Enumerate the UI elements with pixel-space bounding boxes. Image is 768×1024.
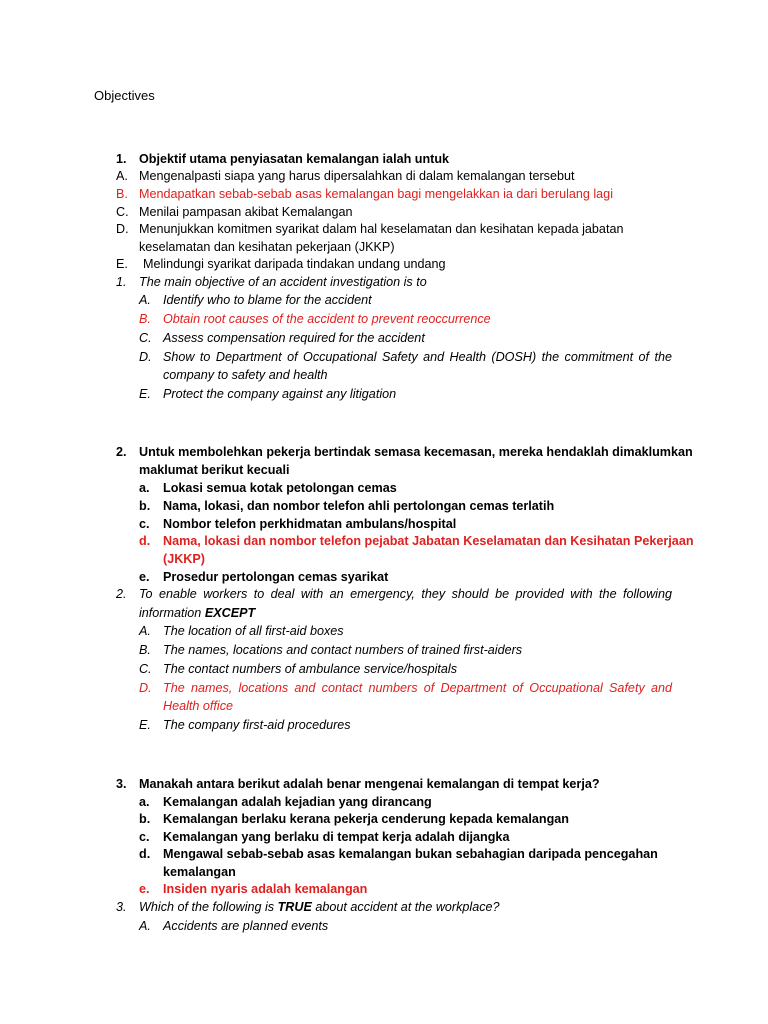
question-number: 3. (116, 900, 127, 914)
option-marker: D. (116, 222, 129, 236)
option-marker: A. (116, 169, 128, 183)
option-text: Nombor telefon perkhidmatan ambulans/hospital (163, 517, 457, 531)
option-marker: E. (139, 718, 151, 732)
option-marker: b. (139, 812, 151, 826)
option-marker: A. (139, 624, 151, 638)
option-text: kemalangan (163, 865, 236, 879)
question-text: Objektif utama penyiasatan kemalangan ialah untuk (139, 152, 450, 166)
option-text: Protect the company against any litigation (163, 387, 397, 401)
option-text: Show to Department of Occupational Safety and Health (DOSH) the commitment of the (163, 350, 672, 364)
option-marker: C. (116, 205, 129, 219)
option-marker: d. (139, 847, 151, 861)
option-marker: B. (139, 312, 151, 326)
option-text: Insiden nyaris adalah kemalangan (163, 882, 368, 896)
option-text: Assess compensation required for the accident (163, 331, 425, 345)
option-marker: C. (139, 662, 152, 676)
option-text: Kemalangan berlaku kerana pekerja cenderung kepada kemalangan (163, 812, 569, 826)
emphasis-except: EXCEPT (204, 606, 256, 620)
option-marker: D. (139, 350, 152, 364)
option-text: company to safety and health (163, 368, 328, 382)
option-marker: a. (139, 795, 150, 809)
question-text-part: about accident at the workplace? (311, 900, 500, 914)
option-marker: E. (139, 387, 151, 401)
question-text (139, 898, 500, 916)
option-marker: b. (139, 499, 151, 513)
question-text: To enable workers to deal with an emergency, they should be provided with the following (139, 587, 672, 601)
option-marker: B. (116, 187, 128, 201)
option-text: Mengenalpasti siapa yang harus dipersalahkan di dalam kemalangan tersebut (139, 169, 575, 183)
option-text: Melindungi syarikat daripada tindakan undang undang (143, 257, 446, 271)
question-text: maklumat berikut kecuali (139, 463, 290, 477)
question-text-part: information (139, 606, 205, 620)
option-marker: a. (139, 481, 150, 495)
option-text: Identify who to blame for the accident (163, 293, 372, 307)
option-marker: c. (139, 830, 150, 844)
option-text: Menunjukkan komitmen syarikat dalam hal keselamatan dan kesihatan kepada jabatan (139, 222, 624, 236)
option-text: Nama, lokasi, dan nombor telefon ahli pertolongan cemas terlatih (163, 499, 555, 513)
option-marker: A. (139, 293, 151, 307)
question-text (139, 604, 255, 622)
question-text-part: Which of the following is (139, 900, 278, 914)
option-text: The names, locations and contact numbers of trained first-aiders (163, 643, 523, 657)
option-text: Nama, lokasi dan nombor telefon pejabat Jabatan Keselamatan dan Kesihatan Pekerjaan (163, 534, 694, 548)
question-number: 1. (116, 275, 127, 289)
question-text: Untuk membolehkan pekerja bertindak semasa kecemasan, mereka hendaklah dimaklumkan (139, 445, 693, 459)
page-title: Objectives (94, 88, 155, 103)
option-text: Menilai pampasan akibat Kemalangan (139, 205, 353, 219)
option-marker: E. (116, 257, 128, 271)
option-text: Kemalangan adalah kejadian yang dirancang (163, 795, 432, 809)
option-text: Lokasi semua kotak petolongan cemas (163, 481, 397, 495)
option-text: Mendapatkan sebab-sebab asas kemalangan bagi mengelakkan ia dari berulang lagi (139, 187, 613, 201)
option-text: The company first-aid procedures (163, 718, 351, 732)
option-marker: B. (139, 643, 151, 657)
option-text: keselamatan dan kesihatan pekerjaan (JKKP) (139, 240, 395, 254)
question-number: 3. (116, 777, 127, 791)
option-marker: c. (139, 517, 150, 531)
option-text: Mengawal sebab-sebab asas kemalangan bukan sebahagian daripada pencegahan (163, 847, 658, 861)
option-text: Kemalangan yang berlaku di tempat kerja adalah dijangka (163, 830, 510, 844)
option-marker: d. (139, 534, 151, 548)
option-marker: e. (139, 882, 150, 896)
option-marker: A. (139, 919, 151, 933)
option-marker: C. (139, 331, 152, 345)
question-number: 1. (116, 152, 127, 166)
question-text: Manakah antara berikut adalah benar mengenai kemalangan di tempat kerja? (139, 777, 600, 791)
option-marker: e. (139, 570, 150, 584)
question-number: 2. (116, 445, 127, 459)
option-text: The location of all first-aid boxes (163, 624, 344, 638)
question-text: The main objective of an accident investigation is to (139, 275, 427, 289)
option-text: Obtain root causes of the accident to prevent reoccurrence (163, 312, 491, 326)
option-text: The names, locations and contact numbers of Department of Occupational Safety and (163, 681, 672, 695)
option-text: Accidents are planned events (163, 919, 329, 933)
emphasis-true: TRUE (277, 900, 312, 914)
option-text: Health office (163, 699, 234, 713)
question-number: 2. (116, 587, 127, 601)
option-text: Prosedur pertolongan cemas syarikat (163, 570, 389, 584)
option-text: (JKKP) (163, 552, 205, 566)
option-text: The contact numbers of ambulance service/hospitals (163, 662, 458, 676)
option-marker: D. (139, 681, 152, 695)
